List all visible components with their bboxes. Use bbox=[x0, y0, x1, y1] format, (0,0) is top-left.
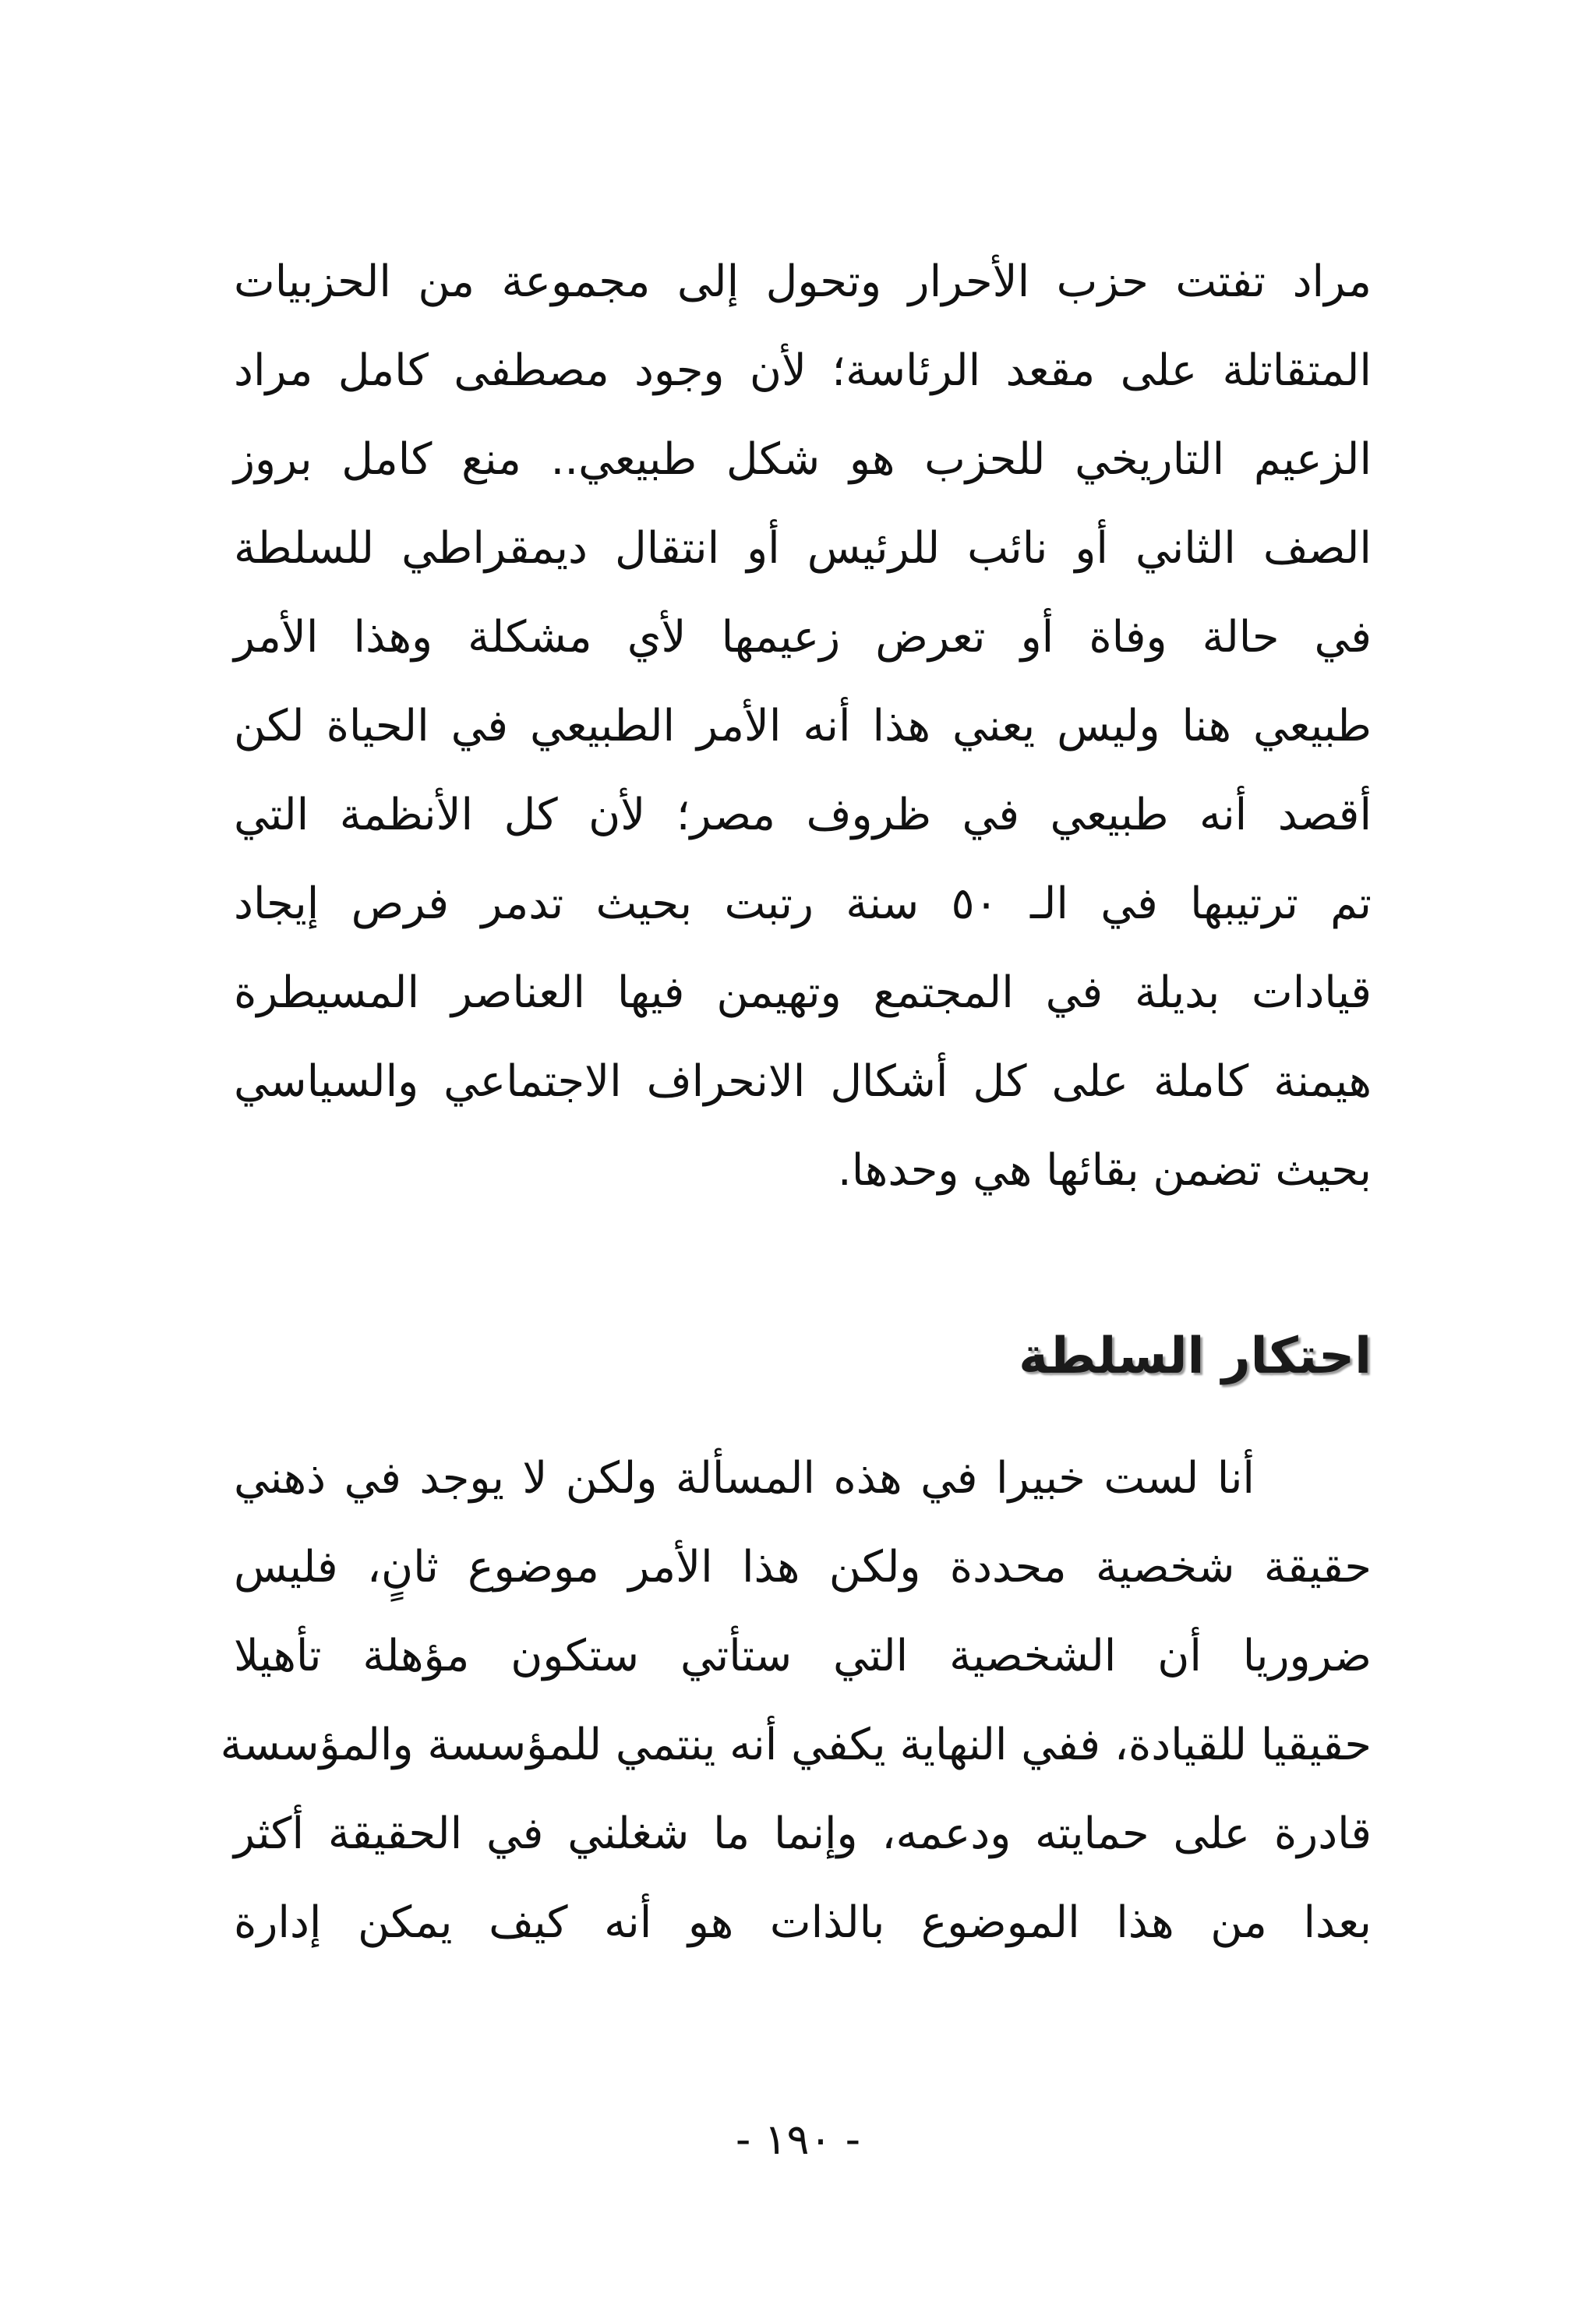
paragraph-line: حقيقة شخصية محددة ولكن هذا الأمر موضوع ثانٍ، فليس bbox=[234, 1542, 1372, 1593]
paragraph-line: الزعيم التاريخي للحزب هو شكل طبيعي.. منع كامل بروز bbox=[234, 434, 1372, 485]
paragraph-line: هيمنة كاملة على كل أشكال الانحراف الاجتماعي والسياسي bbox=[234, 1056, 1372, 1107]
paragraph-line: ضروريا أن الشخصية التي ستأتي ستكون مؤهلة تأهيلا bbox=[234, 1631, 1372, 1681]
paragraph-line: المتقاتلة على مقعد الرئاسة؛ لأن وجود مصطفى كامل مراد bbox=[234, 345, 1372, 396]
paragraph-line: أنا لست خبيرا في هذه المسألة ولكن لا يوجد في ذهني bbox=[234, 1453, 1255, 1504]
paragraph-line: في حالة وفاة أو تعرض زعيمها لأي مشكلة وهذا الأمر bbox=[234, 612, 1372, 663]
section-heading: احتكار السلطة bbox=[1019, 1327, 1372, 1385]
page-number: - ١٩٠ - bbox=[735, 2115, 861, 2164]
paragraph-2 bbox=[220, 1434, 1372, 1967]
paragraph-line: مراد تفتت حزب الأحرار وتحول إلى مجموعة من الحزبيات bbox=[234, 256, 1372, 307]
paragraph-line: بحيث تضمن بقائها هي وحدها. bbox=[837, 1145, 1372, 1196]
paragraph-line: بعدا من هذا الموضوع بالذات هو أنه كيف يمكن إدارة bbox=[234, 1897, 1372, 1948]
paragraph-line: قيادات بديلة في المجتمع وتهيمن فيها العناصر المسيطرة bbox=[234, 967, 1372, 1018]
paragraph-1 bbox=[234, 238, 1372, 1215]
paragraph-line: قادرة على حمايته ودعمه، وإنما ما شغلني في الحقيقة أكثر bbox=[234, 1808, 1372, 1859]
paragraph-line: الصف الثاني أو نائب للرئيس أو انتقال ديمقراطي للسلطة bbox=[234, 523, 1372, 574]
paragraph-line: حقيقيا للقيادة، ففي النهاية يكفي أنه ينتمي للمؤسسة والمؤسسة bbox=[220, 1720, 1372, 1770]
paragraph-line: أقصد أنه طبيعي في ظروف مصر؛ لأن كل الأنظمة التي bbox=[234, 790, 1372, 840]
paragraph-line: تم ترتيبها في الـ ٥٠ سنة رتبت بحيث تدمر فرص إيجاد bbox=[234, 879, 1372, 929]
paragraph-line: طبيعي هنا وليس يعني هذا أنه الأمر الطبيعي في الحياة لكن bbox=[234, 701, 1372, 751]
